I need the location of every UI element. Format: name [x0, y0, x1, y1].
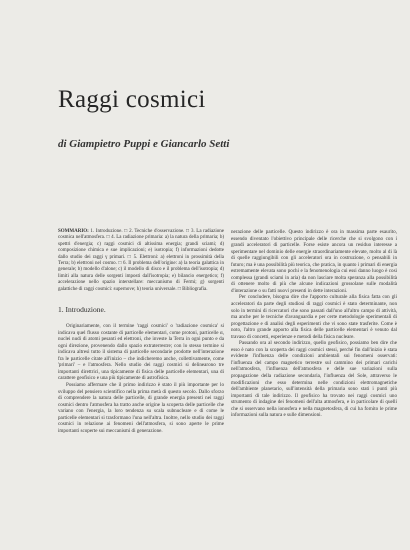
- paragraph: Originariamente, con il termine 'raggi cosmici' o 'radiazione cosmica' si indicava quel flusso costante di particelle elementari, come protoni, particelle α, nuclei nudi di atomi pesanti ed elettroni, che investe la Terra in ogni punto e da ogni direzione, provenendo dallo spazio extraterrestre; con lo stesso termine si indicava altresì tutto il sistema di particelle secondarie prodotte nell'interazione fra le particelle citate all'inizio – che indicheremo anche, collettivamente, come 'primari' – e l'atmosfera. Nello studio dei raggi cosmici si delinearono tre importanti direttrici, una tipicamente di fisica delle particelle elementari, una di carattere geofisico e una più tipicamente di astrofisica.: [58, 323, 224, 382]
- right-column: [231, 229, 397, 419]
- summary-block: [58, 229, 224, 293]
- paragraph: Per concludere, bisogna dire che l'apporto culturale alla fisica fatta con gli acceleratori da parte degli studiosi di raggi cosmici è stato determinante, non solo in termini di ricercatori che sono passati dall'uno all'altro campo di attività, ma anche per le tecniche d'avanguardia e per certe metodologie sperimentali di progettazione e di analisi degli esperimenti che vi sono state trasferite. Come è noto, l'altro grande apporto alla fisica delle particelle elementari è venuto dal travaso di concetti, esperienze e metodi della fisica nucleare.: [231, 294, 397, 340]
- paragraph: nerazione delle particelle. Questo indirizzo è ora in massima parte esaurito, essendo diventato l'obiettivo principale delle ricerche che si svolgono con i grandi acceleratori di particelle. Forse esiste ancora un residuo interesse a sperimentare nel dominio delle energie straordinariamente elevate, molto al di là di quelle raggiungibili con gli acceleratori ora in costruzione, o pensabili in futuro; ma è una possibilità più teorica, che pratica, in quanto i primari di energia estremamente elevata sono pochi e la fenomenologia cui essi danno luogo è così complessa (grandi sciami in aria) da non lasciare molta speranza alla possibilità di ottenere molto di più che alcune indicazioni grossolane sulle modalità d'interazione o su fatti nuovi presenti in dette interazioni.: [231, 229, 397, 294]
- article-authors: di Giampietro Puppi e Giancarlo Setti: [58, 138, 230, 150]
- summary-text: 1. Introduzione. □ 2. Tecniche d'osservazione. □ 3. La radiazione cosmica nell'atmosfera. □ 4. La radiazione primaria: a) la natura della primaria; b) spettri d'energia; c) raggi cosmici di altissima energia; grandi sciami; d) composizione chimica e sue implicazioni; e) isotropia; f) informazioni dedotte dallo studio dei raggi γ primari. □ 5. Elettroni: a) elettroni in prossimità della Terra; b) elettroni nel cosmo. □ 6. Il problema dell'origine: a) la teoria galattica in generale; b) modello d'alone; c) il modello di disco e il problema dell'isotropia; d) limiti alla natura delle sorgenti imposti dall'isotropia; e) bilancio energetico; f) accelerazione nello spazio interstellare: meccanismo di Fermi; g) sorgenti galattiche di raggi cosmici: supernove; h) teoria universale. □ Bibliografia.: [58, 229, 224, 292]
- paragraph: Possiamo affermare che il primo indirizzo è stato il più importante per lo sviluppo del pensiero scientifico nella prima metà di questo secolo. Dallo sforzo di comprendere la natura delle particelle, di grande energia presenti nei raggi cosmici dentro l'atmosfera ha tratto anche origine la scoperta delle particelle che variano con l'energia, la loro tendenza su scala subnucleare e di come le particelle elementari si trasformano l'una nell'altra. Inoltre, nello studio dei raggi cosmici in relazione ai fenomeni dell'atmosfera, si sono aperte le prime importanti scoperte sui meccanismi di generazione.: [58, 381, 224, 434]
- left-column: [58, 229, 224, 434]
- article-title: Raggi cosmici: [58, 86, 206, 113]
- paragraph: Passando ora al secondo indirizzo, quello geofisico, possiamo ben dire che esso è nato con la scoperta dei raggi cosmici stessi, perché fin dall'inizio è stata evidente l'influenza delle condizioni ambientali sui fenomeni osservati: l'influenza del campo magnetico terrestre sul cammino dei primari carichi nell'atmosfera, l'influenza dell'atmosfera e delle sue variazioni sulla propagazione della radiazione secondaria, l'influenza del Sole, attraverso le modificazioni che esso determina nelle condizioni elettromagnetiche dell'ambiente planetario, sull'intensità della primaria sono stati i punti più importanti di tale indirizzo. Il geofisico ha trovato nei raggi cosmici uno strumento di indagine dei fenomeni dell'alta atmosfera, e in particolare di quelli che si osservano nella ionosfera e nella magnetosfera, di cui ha fornito le prime informazioni sulla natura e sulle dimensioni.: [231, 340, 397, 419]
- section-heading: 1. Introduzione.: [58, 305, 106, 315]
- summary-label: SOMMARIO:: [58, 229, 89, 234]
